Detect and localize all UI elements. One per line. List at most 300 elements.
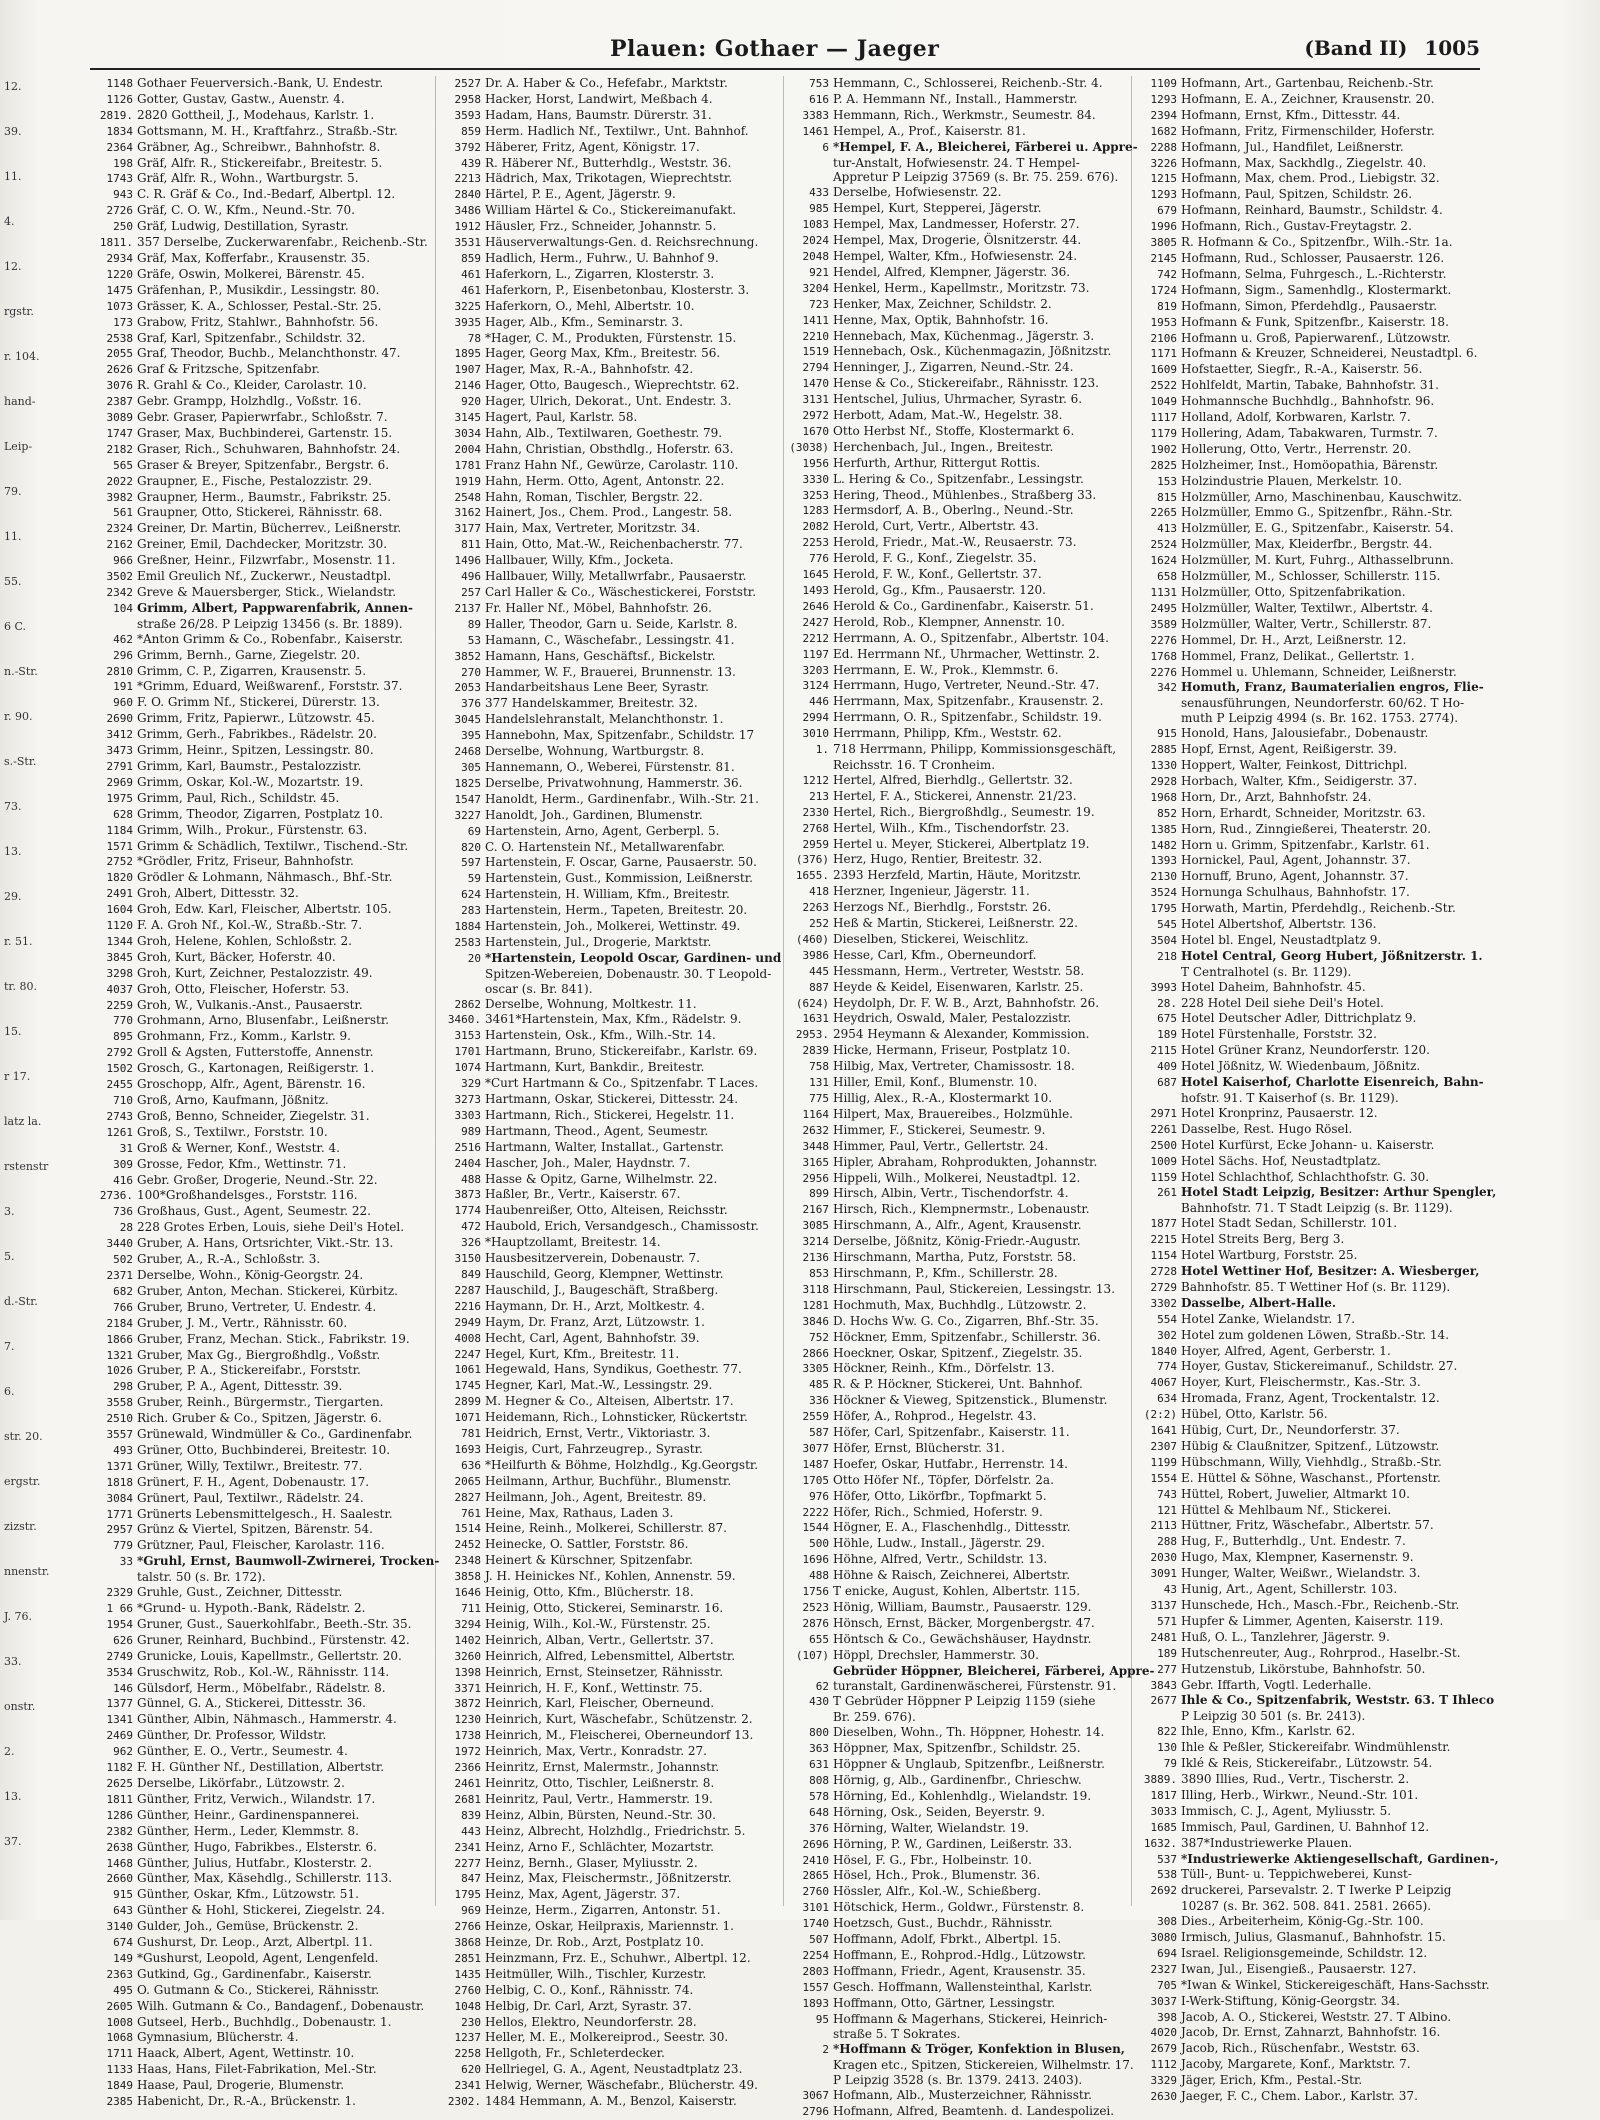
- directory-entry: [787, 1457, 1128, 1473]
- phone-number: 302: [1157, 1328, 1177, 1342]
- entry-text: Hotel Wartburg, Forststr. 25.: [1181, 1248, 1358, 1263]
- phone-number: 336: [809, 1394, 829, 1408]
- phone-number: 3982: [106, 490, 133, 504]
- entry-text: Günther, Albin, Nähmasch., Hammerstr. 4.: [137, 1712, 397, 1727]
- directory-entry: [787, 1361, 1128, 1377]
- directory-entry: [1135, 1439, 1477, 1455]
- phone-number: 191: [113, 680, 133, 694]
- phone-number: 1026: [106, 1364, 133, 1378]
- entry-text: Hoyer, Kurt, Fleischermstr., Kas.-Str. 3.: [1181, 1375, 1421, 1390]
- phone-number: 1975: [106, 791, 133, 805]
- directory-entry: [439, 490, 780, 506]
- entry-text: Otto Höfer Nf., Töpfer, Dörfelstr. 2a.: [833, 1472, 1054, 1487]
- entry-text: Hipler, Abraham, Rohprodukten, Johannstr.: [833, 1154, 1098, 1169]
- entry-text: Gutseel, Herb., Buchhdlg., Dobenaustr. 1.: [137, 2014, 392, 2029]
- phone-number: 363: [809, 1742, 829, 1756]
- directory-entry: [439, 1617, 780, 1633]
- phone-number: 565: [113, 458, 133, 472]
- phone-number: 3889.: [1143, 1772, 1177, 1786]
- directory-entry: [439, 1903, 780, 1919]
- phone-number: 711: [461, 1602, 481, 1615]
- directory-entry: [1135, 92, 1477, 108]
- margin-fragment: 39.: [4, 125, 22, 138]
- entry-text: Hegner, Karl, Mat.-W., Lessingstr. 29.: [485, 1378, 713, 1393]
- phone-number: 2024: [802, 234, 829, 248]
- directory-entry: [439, 1028, 780, 1044]
- margin-fragment: r 17.: [4, 1070, 31, 1083]
- phone-number: 462: [113, 632, 133, 646]
- entry-text: Rich. Gruber & Co., Spitzen, Jägerstr. 6.: [137, 1411, 382, 1426]
- entry-text: Ihle, Enno, Kfm., Karlstr. 62.: [1181, 1724, 1356, 1739]
- entry-text: Günther, Fritz, Verwich., Wilandstr. 17.: [137, 1791, 376, 1806]
- directory-entry: [1135, 1883, 1477, 1899]
- phone-number: 252: [809, 917, 829, 931]
- entry-text: *Hoffmann & Tröger, Konfektion in Blusen,: [833, 2042, 1125, 2057]
- entry-text: Grünerts Lebensmittelgesch., H. Saalestr.: [137, 1506, 393, 1521]
- entry-text: Hofmann, Max, chem. Prod., Liebigstr. 32.: [1181, 171, 1440, 186]
- phone-number: 43: [1163, 1583, 1177, 1597]
- phone-number: 2953.: [795, 1028, 829, 1042]
- phone-number: 3858: [454, 1570, 481, 1584]
- entry-text: Hofmann, Reinhard, Baumstr., Schildstr. 4.: [1181, 203, 1443, 218]
- entry-text: Hager, Alb., Kfm., Seminarstr. 3.: [485, 314, 683, 329]
- entry-text: Derselbe, Jößnitz, König-Friedr.-Augustr.: [833, 1234, 1081, 1249]
- directory-entry: [439, 187, 780, 203]
- entry-text: Hofmann, Paul, Spitzen, Schildstr. 26.: [1181, 187, 1413, 202]
- directory-entry: [439, 1776, 780, 1792]
- phone-number: 1393: [1150, 854, 1177, 868]
- entry-text: Grimm, Oskar, Kol.-W., Mozartstr. 19.: [137, 774, 364, 789]
- directory-entry: [91, 791, 432, 807]
- entry-text: Hellos, Elektro, Neundorferstr. 28.: [485, 2014, 697, 2029]
- entry-text: Herzogs Nf., Bierhdlg., Forststr. 26.: [833, 900, 1052, 915]
- entry-text: Hartenstein, Osk., Kfm., Wilh.-Str. 14.: [485, 1028, 716, 1043]
- directory-entry: [1135, 1487, 1477, 1503]
- directory-entry: [787, 1632, 1128, 1648]
- directory-entry: [1135, 633, 1477, 649]
- entry-text: 2954 Heymann & Alexander, Kommission.: [833, 1027, 1090, 1042]
- entry-text: Heinz, Arno F., Schlächter, Mozartstr.: [485, 1839, 714, 1854]
- entry-text: Höppl, Drechsler, Hammerstr. 30.: [833, 1647, 1039, 1662]
- margin-fragment: 73.: [4, 800, 22, 813]
- directory-entry: [1135, 885, 1477, 901]
- directory-entry: [439, 1840, 780, 1856]
- entry-text: Hahn, Christian, Obsthdlg., Hoferstr. 63.: [485, 441, 734, 456]
- entry-text: *Grödler, Fritz, Friseur, Bahnhofstr.: [137, 854, 354, 869]
- phone-number: 2263: [802, 901, 829, 915]
- margin-fragment: 55.: [4, 575, 22, 588]
- margin-fragment: 11.: [4, 170, 22, 183]
- directory-entry: [787, 1725, 1128, 1741]
- directory-entry: [787, 805, 1128, 821]
- phone-number: 561: [113, 506, 133, 520]
- phone-number: 1061: [454, 1363, 481, 1377]
- entry-text: Hotel Fürstenhalle, Forststr. 32.: [1181, 1027, 1377, 1042]
- phone-number: 859: [461, 124, 481, 138]
- entry-text: Heinig, Otto, Kfm., Blücherstr. 18.: [485, 1585, 694, 1600]
- directory-entry: [1135, 917, 1477, 933]
- directory-entry: [91, 1045, 432, 1061]
- entry-text: Hegewald, Hans, Syndikus, Goethestr. 77.: [485, 1362, 742, 1377]
- entry-text: Grimm, Albert, Pappwarenfabrik, Annen-: [137, 600, 414, 615]
- directory-entry: [787, 1694, 1128, 1710]
- phone-number: 1919: [454, 474, 481, 488]
- entry-text: Höfer, Otto, Likörfbr., Topfmarkt 5.: [833, 1488, 1047, 1503]
- entry-text: 3461*Hartenstein, Max, Kfm., Rädelstr. 9.: [485, 1012, 742, 1027]
- phone-number: 943: [113, 188, 133, 202]
- phone-number: 33: [119, 1555, 133, 1569]
- entry-text: Holzmüller, Arno, Maschinenbau, Kauschwitz.: [1181, 489, 1462, 504]
- entry-text: Hessmann, Herm., Vertreter, Weststr. 58.: [833, 963, 1085, 978]
- phone-number: 376: [461, 697, 481, 711]
- phone-number: 2048: [802, 249, 829, 263]
- directory-entry: [787, 344, 1128, 360]
- phone-number: 2538: [106, 331, 133, 345]
- phone-number: 3473: [106, 744, 133, 758]
- directory-entry: [1135, 1059, 1477, 1075]
- directory-entry: [91, 1077, 432, 1093]
- entry-text: Heinz, Max, Fleischermstr., Jößnitzerstr.: [485, 1871, 732, 1886]
- entry-text: Hesse, Carl, Kfm., Oberneundorf.: [833, 947, 1037, 962]
- directory-entry: [439, 696, 780, 712]
- phone-number: 2136: [802, 1251, 829, 1265]
- directory-entry: [439, 1267, 780, 1283]
- phone-number: (624): [795, 996, 829, 1010]
- entry-text: T Centralhotel (s. Br. 1129).: [1181, 964, 1352, 979]
- directory-entry: [1135, 1075, 1484, 1091]
- directory-entry: [787, 932, 1128, 948]
- entry-text: Hoyer, Gustav, Stickereimanuf., Schildstr. 27.: [1181, 1359, 1458, 1374]
- entry-text: Dies., Arbeiterheim, König-Gg.-Str. 100.: [1181, 1914, 1424, 1929]
- phone-number: 2055: [106, 347, 133, 361]
- phone-number: 1184: [106, 823, 133, 837]
- directory-entry: [787, 900, 1128, 916]
- phone-number: 3137: [1150, 1599, 1177, 1612]
- directory-entry: [1135, 394, 1477, 410]
- margin-fragment: 3.: [4, 1205, 15, 1218]
- directory-entry: [439, 1999, 780, 2015]
- phone-number: 3846: [802, 1314, 829, 1328]
- directory-entry: [439, 1283, 780, 1299]
- entry-text: 718 Herrmann, Philipp, Kommissionsgeschäft,: [833, 742, 1117, 757]
- phone-number: 3085: [802, 1219, 829, 1233]
- directory-entry: [439, 1347, 780, 1363]
- directory-entry: [787, 1584, 1128, 1600]
- entry-text: Hallbauer, Willy, Kfm., Jocketa.: [485, 553, 674, 568]
- directory-entry: [439, 617, 780, 633]
- phone-number: 173: [113, 315, 133, 329]
- entry-text: Heinritz, Otto, Tischler, Leißnerstr. 8.: [485, 1775, 715, 1790]
- phone-number: 2366: [454, 1761, 481, 1775]
- entry-text: Dasselbe, Albert-Halle.: [1181, 1295, 1337, 1310]
- directory-entry: [91, 1617, 432, 1633]
- entry-text: Groh, Albert, Dittesstr. 32.: [137, 886, 299, 901]
- entry-text: Honold, Hans, Jalousiefabr., Dobenaustr.: [1181, 726, 1429, 741]
- phone-number: 989: [461, 1124, 481, 1138]
- phone-number: 1547: [454, 792, 481, 806]
- phone-number: 3557: [106, 1428, 133, 1442]
- directory-entry: [1135, 378, 1477, 394]
- entry-text: Häusler, Frz., Schneider, Johannstr. 5.: [485, 219, 717, 234]
- entry-text: Immisch, Paul, Gardinen, U. Bahnhof 12.: [1181, 1819, 1430, 1834]
- entry-text: Gymnasium, Blücherstr. 4.: [137, 2030, 299, 2045]
- phone-number: 1482: [1150, 838, 1177, 852]
- phone-number: 1179: [1150, 426, 1177, 440]
- entry-text: Herold, F. W., Konf., Gellertstr. 37.: [833, 567, 1042, 582]
- entry-text: Groh, Kurt, Zeichner, Pestalozzistr. 49.: [137, 965, 373, 980]
- entry-text: Hüttel & Mehlbaum Nf., Stickerei.: [1181, 1502, 1392, 1517]
- phone-number: 1820: [106, 871, 133, 885]
- directory-entry: [1135, 171, 1477, 187]
- entry-text: Carl Haller & Co., Wäschestickerei, Forststr.: [485, 585, 757, 599]
- phone-number: 1655.: [795, 869, 829, 883]
- entry-text: Hallbauer, Willy, Metallwrfabr., Pausaerstr.: [485, 569, 747, 584]
- entry-text: Häberer, Fritz, Agent, Königstr. 17.: [485, 139, 700, 154]
- directory-entry: [1135, 1154, 1477, 1170]
- entry-text: *Hauptzollamt, Breitestr. 14.: [485, 1235, 661, 1250]
- directory-entry: [91, 1983, 432, 1999]
- entry-text: Hoyer, Alfred, Agent, Gerberstr. 1.: [1181, 1343, 1391, 1358]
- directory-entry: [787, 821, 1128, 837]
- entry-text: Gebr. Iffarth, Vogtl. Lederhalle.: [1181, 1677, 1372, 1692]
- phone-number: 1283: [802, 504, 829, 518]
- phone-number: 2972: [802, 409, 829, 423]
- entry-text: Hörning, P. W., Gardinen, Leißerstr. 33.: [833, 1836, 1073, 1851]
- entry-text: Hahn, Alb., Textilwaren, Goethestr. 79.: [485, 425, 723, 440]
- directory-entry: [1135, 76, 1477, 92]
- entry-text: Grimm & Schädlich, Textilwr., Tischend.-Str.: [137, 838, 409, 853]
- phone-number: 488: [809, 1569, 829, 1583]
- phone-number: 3150: [454, 1252, 481, 1266]
- phone-number: 1071: [454, 1411, 481, 1425]
- entry-text: Heinzmann, Frz. E., Schuhwr., Albertpl. 12.: [485, 1950, 751, 1965]
- directory-entry: [91, 1316, 432, 1332]
- entry-text: Hönsch, Ernst, Bäcker, Morgenbergstr. 47.: [833, 1615, 1095, 1630]
- phone-number: 2559: [802, 1410, 829, 1424]
- entry-text: F. A. Groh Nf., Kol.-W., Straßb.-Str. 7.: [137, 918, 363, 933]
- phone-number: 1411: [802, 313, 829, 327]
- phone-number: 2082: [802, 520, 829, 534]
- entry-text: Bahnhofstr. 85. T Wettiner Hof (s. Br. 1129).: [1181, 1279, 1451, 1294]
- entry-text: Grünert, Paul, Textilwr., Rädelstr. 24.: [137, 1490, 364, 1505]
- directory-entry: [787, 1757, 1128, 1773]
- directory-entry: [439, 219, 780, 235]
- entry-text: Derselbe, Likörfabr., Lützowstr. 2.: [137, 1775, 345, 1790]
- phone-number: 2302.: [447, 2095, 481, 2109]
- entry-text: C. R. Gräf & Co., Ind.-Bedarf, Albertpl. 12.: [137, 187, 396, 202]
- phone-number: 1120: [106, 919, 133, 933]
- phone-number: 766: [113, 1300, 133, 1314]
- directory-entry: [91, 807, 432, 823]
- directory-entry: [91, 1157, 432, 1173]
- entry-text: Hotel bl. Engel, Neustadtplatz 9.: [1181, 932, 1382, 947]
- entry-text: Groschopp, Alfr., Agent, Bärenstr. 16.: [137, 1077, 366, 1092]
- phone-number: 2766: [454, 1920, 481, 1934]
- phone-number: 1171: [1150, 347, 1177, 361]
- phone-number: 3302: [1150, 1296, 1177, 1310]
- entry-text: Heinig, Wilh., Kol.-W., Fürstenstr. 25.: [485, 1616, 711, 1631]
- entry-text: P Leipzig 30 501 (s. Br. 2413).: [1181, 1709, 1366, 1724]
- directory-entry: [787, 1916, 1128, 1932]
- directory-entry: [787, 1648, 1128, 1664]
- directory-entry: [1135, 1756, 1477, 1772]
- phone-number: 2726: [106, 204, 133, 218]
- directory-entry: [439, 1187, 780, 1203]
- directory-entry: [439, 1410, 780, 1426]
- entry-text: Heinz, Bernh., Glaser, Myliusstr. 2.: [485, 1855, 698, 1870]
- directory-entry: [91, 362, 432, 378]
- directory-entry: [787, 392, 1128, 408]
- phone-number: 2760: [802, 1885, 829, 1899]
- directory-entry: [91, 1649, 432, 1665]
- directory-entry: [91, 92, 432, 108]
- directory-entry: [439, 919, 780, 935]
- directory-entry: [439, 553, 780, 569]
- directory-entry: [91, 1712, 432, 1728]
- phone-number: 2364: [106, 140, 133, 154]
- phone-number: 2253: [802, 536, 829, 550]
- phone-number: 2928: [1150, 774, 1177, 788]
- entry-text: Hommel, Dr. H., Arzt, Leißnerstr. 12.: [1181, 632, 1407, 647]
- entry-text: Groß, S., Textilwr., Forststr. 10.: [137, 1124, 328, 1139]
- entry-text: *Curt Hartmann & Co., Spitzenfabr. T Laces.: [485, 1076, 759, 1091]
- phone-number: 257: [461, 586, 481, 599]
- phone-number: 1008: [106, 2015, 133, 2029]
- entry-text: Hotel Deutscher Adler, Dittrichplatz 9.: [1181, 1011, 1417, 1026]
- entry-text: Hoffmann & Magerhans, Stickerei, Heinrich-: [833, 2011, 1108, 2026]
- directory-entry: [1135, 1582, 1477, 1598]
- phone-number: 3845: [106, 950, 133, 964]
- phone-number: 3153: [454, 1029, 481, 1043]
- directory-entry: [1135, 1646, 1477, 1662]
- phone-number: 1293: [1150, 188, 1177, 202]
- entry-text: Gruber, P. A., Stickereifabr., Forststr.: [137, 1363, 361, 1378]
- directory-entry: [91, 2062, 432, 2078]
- entry-text: Kragen etc., Spitzen, Stickereien, Wilhelmstr. 17.: [833, 2058, 1134, 2073]
- entry-text: Handarbeitshaus Lene Beer, Syrastr.: [485, 680, 709, 695]
- directory-entry: [1135, 474, 1477, 490]
- directory-entry: [1135, 996, 1477, 1012]
- entry-text: Hössler, Alfr., Kol.-W., Schießberg.: [833, 1884, 1042, 1899]
- directory-entry: [91, 1188, 432, 1204]
- phone-number: 859: [461, 251, 481, 265]
- phone-number: 3145: [454, 411, 481, 425]
- directory-entry: [787, 1948, 1128, 1964]
- phone-number: 895: [113, 1030, 133, 1044]
- directory-entry: [91, 2078, 432, 2094]
- directory-entry: [787, 1234, 1128, 1250]
- directory-entry: [439, 1076, 780, 1092]
- entry-text: Hotel Daheim, Bahnhofstr. 45.: [1181, 979, 1366, 994]
- entry-text: Gebr. Großer, Drogerie, Neund.-Str. 22.: [137, 1172, 378, 1187]
- entry-text: F. O. Grimm Nf., Stickerei, Dürerstr. 13.: [137, 695, 380, 710]
- phone-number: 2827: [454, 1490, 481, 1504]
- entry-text: Hartmann, Oskar, Stickerei, Dittesstr. 24.: [485, 1092, 739, 1106]
- entry-text: 1484 Hemmann, A. M., Benzol, Kaiserstr.: [485, 2094, 737, 2109]
- entry-text: Gräbner, Ag., Schreibwr., Bahnhofstr. 8.: [137, 139, 381, 154]
- entry-text: Gruber, A. Hans, Ortsrichter, Vikt.-Str. 13.: [137, 1236, 394, 1251]
- margin-fragment: n.-Str.: [4, 665, 38, 678]
- directory-entry: [439, 903, 780, 919]
- phone-number: 153: [1157, 474, 1177, 488]
- entry-text: Hausbesitzerverein, Dobenaustr. 7.: [485, 1251, 700, 1266]
- phone-number: 3873: [454, 1188, 481, 1202]
- phone-number: 2277: [454, 1856, 481, 1870]
- phone-number: 2839: [802, 1044, 829, 1058]
- phone-number: 1237: [454, 2031, 481, 2045]
- directory-entry: [91, 1173, 432, 1189]
- phone-number: 443: [461, 1824, 481, 1838]
- entry-text: Hollering, Adam, Tabakwaren, Turmstr. 7.: [1181, 425, 1438, 440]
- phone-number: 3460.: [447, 1013, 481, 1027]
- phone-number: 461: [461, 267, 481, 281]
- directory-entry: [439, 1315, 780, 1331]
- directory-entry: [787, 535, 1128, 551]
- phone-number: 658: [1157, 570, 1177, 584]
- phone-number: 3303: [454, 1108, 481, 1122]
- entry-text: Heinrich, H. F., Konf., Wettinstr. 75.: [485, 1680, 703, 1695]
- entry-text: *Gruhl, Ernst, Baumwoll-Zwirnerei, Trocken-: [137, 1554, 440, 1569]
- directory-entry: [439, 1362, 780, 1378]
- phone-number: 20: [467, 951, 481, 965]
- phone-number: 398: [1157, 2010, 1177, 2024]
- margin-fragment: 7.: [4, 1340, 15, 1353]
- directory-entry: [91, 235, 432, 251]
- entry-text: Hotel Sächs. Hof, Neustadtplatz.: [1181, 1153, 1381, 1168]
- directory-entry: [91, 1824, 432, 1840]
- phone-number: 648: [809, 1805, 829, 1819]
- phone-number: 1230: [454, 1713, 481, 1727]
- phone-number: 3089: [106, 411, 133, 425]
- directory-entry: [91, 490, 432, 506]
- directory-entry: [439, 1649, 780, 1665]
- phone-number: 1738: [454, 1729, 481, 1743]
- phone-number: 502: [113, 1253, 133, 1267]
- entry-text: Höhne & Raisch, Zeichnerei, Albertstr.: [833, 1568, 1071, 1583]
- directory-entry: [1135, 774, 1477, 790]
- entry-text: Hübig, Curt, Dr., Neundorferstr. 37.: [1181, 1423, 1400, 1438]
- entry-text: Homuth, Franz, Baumaterialien engros, Flie-: [1181, 680, 1484, 695]
- entry-text: Haferkorn, O., Mehl, Albertstr. 10.: [485, 298, 695, 313]
- entry-text: R. Häberer Nf., Butterhdlg., Weststr. 36.: [485, 155, 732, 170]
- phone-number: 395: [461, 729, 481, 743]
- entry-text: Günther, Dr. Professor, Wildstr.: [137, 1728, 327, 1743]
- directory-entry: [91, 108, 432, 124]
- entry-text: Gruschwitz, Rob., Kol.-W., Rähnisstr. 114.: [137, 1664, 390, 1679]
- phone-number: 218: [1157, 949, 1177, 963]
- entry-text: Franz Hahn Nf., Gewürze, Carolastr. 110.: [485, 457, 739, 472]
- phone-number: 2803: [802, 1964, 829, 1978]
- directory-entry: [787, 2104, 1128, 2120]
- directory-entry: [787, 249, 1128, 265]
- directory-entry: [91, 1029, 432, 1045]
- entry-text: Hellgoth, Fr., Schleterdecker.: [485, 2046, 665, 2061]
- phone-number: 545: [1157, 918, 1177, 932]
- directory-entry: [91, 346, 432, 362]
- directory-entry: [439, 1458, 780, 1474]
- entry-text: Grässer, K. A., Schlosser, Pestal.-Str. 25.: [137, 298, 382, 313]
- directory-entry: [787, 583, 1128, 599]
- phone-number: 1774: [454, 1204, 481, 1218]
- entry-text: Graf & Fritzsche, Spitzenfabr.: [137, 362, 320, 377]
- phone-number: 329: [461, 1077, 481, 1091]
- entry-text: *Grimm, Eduard, Weißwarenf., Forststr. 37.: [137, 679, 403, 694]
- directory-columns: [88, 76, 1499, 2118]
- entry-text: Horn, Rud., Zinngießerei, Theaterstr. 20.: [1181, 821, 1432, 836]
- phone-number: 847: [461, 1872, 481, 1886]
- phone-number: 554: [1157, 1312, 1177, 1326]
- entry-text: Hertel, Alfred, Bierhdlg., Gellertstr. 32.: [833, 772, 1073, 787]
